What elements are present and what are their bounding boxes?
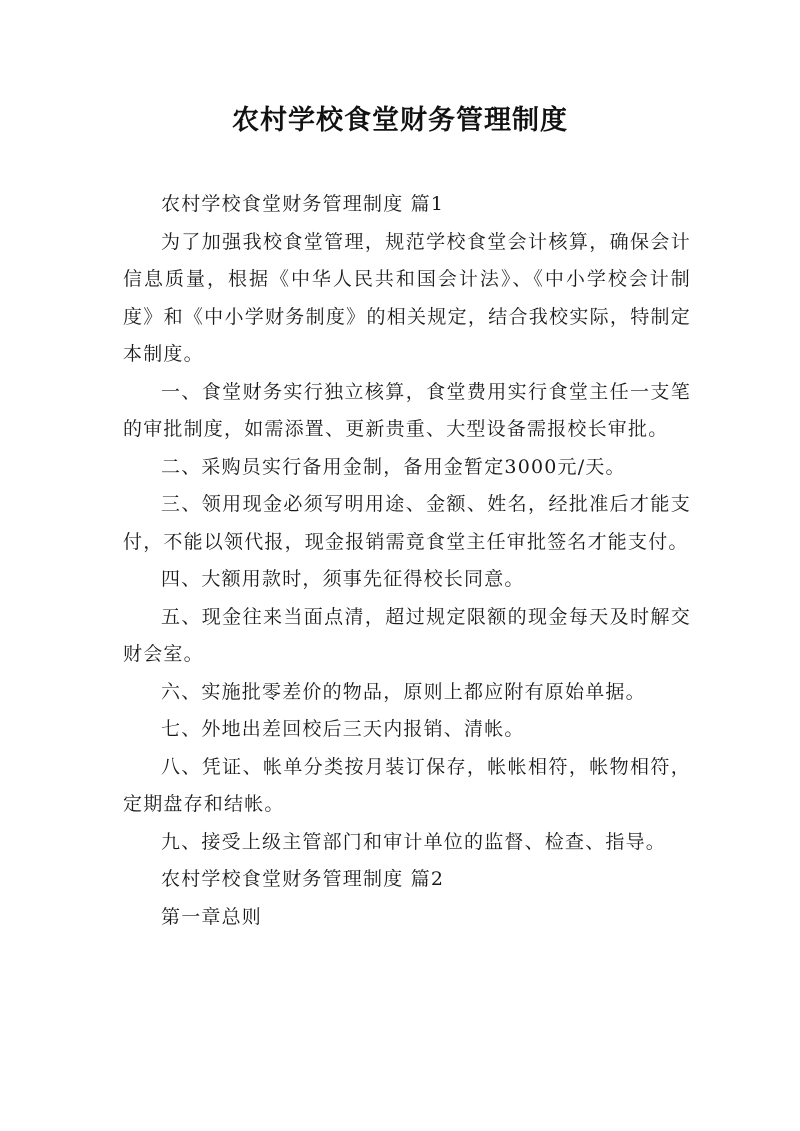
paragraph-rule-9: 九、接受上级主管部门和审计单位的监督、检查、指导。 <box>161 830 667 853</box>
paragraph-intro: 为了加强我校食堂管理，规范学校食堂会计核算，确保会计信息质量，根据《中华人民共和国会计法》、《中小学校会计制度》和《中小学财务制度》的相关规定，结合我校实际，特制定本制度。 <box>123 230 691 365</box>
paragraph-rule-1: 一、食堂财务实行独立核算，食堂费用实行食堂主任一支笔的审批制度，如需添置、更新贵重、大型设备需报校长审批。 <box>123 380 691 440</box>
document-title: 农村学校食堂财务管理制度 <box>232 105 568 136</box>
paragraph-rule-2: 二、采购员实行备用金制，备用金暂定3000元/天。 <box>161 455 626 478</box>
paragraph-rule-7: 七、外地出差回校后三天内报销、清帐。 <box>161 718 525 740</box>
section-heading-2: 农村学校食堂财务管理制度 篇2 <box>161 868 445 890</box>
paragraph-rule-5: 五、现金往来当面点清，超过规定限额的现金每天及时解交财会室。 <box>123 605 691 665</box>
paragraph-rule-3: 三、领用现金必须写明用途、金额、姓名，经批准后才能支付，不能以领代报，现金报销需竟食堂主任审批签名才能支付。 <box>123 493 691 553</box>
paragraph-rule-6: 六、实施批零差价的物品，原则上都应附有原始单据。 <box>161 680 646 703</box>
chapter-heading: 第一章总则 <box>161 905 263 928</box>
paragraph-rule-8: 八、凭证、帐单分类按月装订保存，帐帐相符，帐物相符，定期盘存和结帐。 <box>123 755 691 815</box>
section-heading-1: 农村学校食堂财务管理制度 篇1 <box>161 193 445 215</box>
paragraph-rule-4: 四、大额用款时，须事先征得校长同意。 <box>161 568 525 590</box>
document-body <box>123 186 691 936</box>
